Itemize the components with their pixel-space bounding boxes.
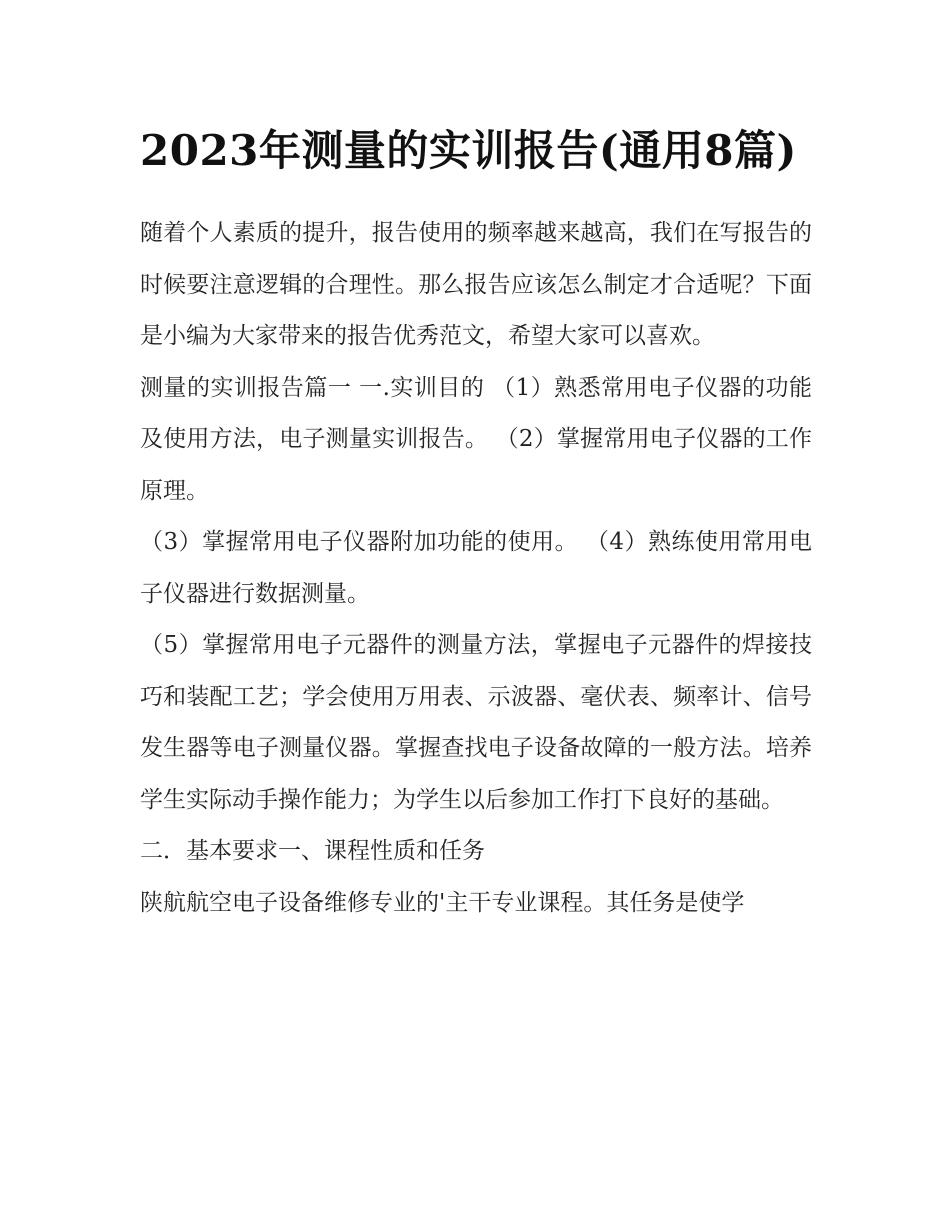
paragraph-objectives-2: （3）掌握常用电子仪器附加功能的使用。 （4）熟练使用常用电子仪器进行数据测量。 [140, 529, 812, 607]
intro-paragraph: 随着个人素质的提升，报告使用的频率越来越高，我们在写报告的时候要注意逻辑的合理性。那么报告应该怎么制定才合适呢？下面是小编为大家带来的报告优秀范文，希望大家可以喜欢。 [140, 220, 812, 349]
paragraph-course-nature: 陕航航空电子设备维修专业的'主干专业课程。其任务是使学 [140, 889, 745, 916]
section-heading-requirements: 二．基本要求一、课程性质和任务 [140, 838, 485, 864]
document-body [140, 112, 812, 929]
paragraph-objectives-3: （5）掌握常用电子元器件的测量方法，掌握电子元器件的焊接技巧和装配工艺；学会使用万用表、示波器、毫伏表、频率计、信号发生器等电子测量仪器。掌握查找电子设备故障的一般方法。培养学生实际动手操作能力；为学生以后参加工作打下良好的基础。 [140, 632, 812, 813]
document-title: 2023年测量的实训报告(通用8篇) [140, 126, 797, 175]
paragraph-objectives-1: 测量的实训报告篇一 一.实训目的 （1）熟悉常用电子仪器的功能及使用方法，电子测量实训报告。 （2）掌握常用电子仪器的工作原理。 [140, 374, 812, 504]
